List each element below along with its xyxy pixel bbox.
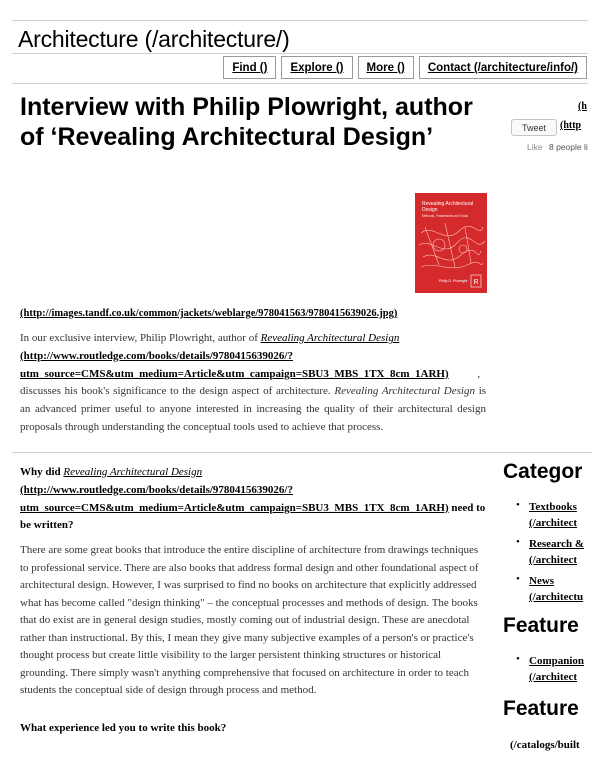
featured-item-companion[interactable] bbox=[515, 653, 584, 685]
categories-list bbox=[515, 499, 584, 610]
article-title: Interview with Philip Plowright, author of ‘Revealing Architectural Design’ bbox=[20, 93, 473, 151]
share-url-link[interactable]: (http bbox=[560, 120, 582, 131]
site-title[interactable]: Architecture (/architecture/) bbox=[18, 26, 290, 52]
intro-mid: discusses his book's significance to the design aspect of architecture. bbox=[20, 385, 331, 398]
book-cover-image[interactable] bbox=[415, 193, 487, 293]
category-label[interactable]: • Textbooks bbox=[529, 501, 577, 513]
q1-book-title-link[interactable]: Revealing Architectural Design bbox=[63, 466, 203, 478]
category-item-news[interactable] bbox=[515, 573, 584, 605]
main-nav bbox=[223, 56, 587, 79]
header-rule bbox=[12, 53, 588, 54]
like-count: 8 people li bbox=[549, 142, 588, 152]
nav-explore-button[interactable]: Explore () bbox=[281, 56, 352, 79]
category-item-textbooks[interactable] bbox=[515, 499, 584, 531]
featured-heading-2: Feature bbox=[503, 697, 579, 720]
q1-prefix: Why did bbox=[20, 466, 61, 478]
q1-url-link-1[interactable]: (http://www.routledge.com/books/details/9780415639026/? bbox=[20, 483, 293, 496]
q1-suffix: need to be written? bbox=[20, 501, 486, 532]
image-link[interactable]: (http://images.tandf.co.uk/common/jackets/weblarge/978041563/9780415639026.jpg) bbox=[20, 308, 398, 319]
like-button[interactable]: Like bbox=[527, 142, 543, 152]
book-url-link-2[interactable]: utm_source=CMS&utm_medium=Article&utm_campaign=SBU3_MBS_1TX_8cm_1ARH) bbox=[20, 367, 449, 380]
featured-label[interactable]: • Companion bbox=[529, 655, 585, 667]
intro-paragraph bbox=[20, 330, 486, 437]
book-url-link-1[interactable]: (http://www.routledge.com/books/details/9780415639026/? bbox=[20, 349, 293, 362]
nav-contact-button[interactable]: Contact (/architecture/info/) bbox=[419, 56, 587, 79]
nav-more-button[interactable]: More () bbox=[358, 56, 414, 79]
book-title-link[interactable]: Revealing Architectural Design bbox=[260, 332, 400, 344]
question-1 bbox=[20, 464, 490, 535]
intro-book-title: Revealing Architectural Design bbox=[334, 385, 475, 398]
cover-author: Philip D. Plowright bbox=[439, 279, 468, 283]
top-rule bbox=[12, 20, 588, 21]
cover-title: Revealing Architectural Design bbox=[422, 201, 474, 213]
category-url[interactable]: (/architectu bbox=[529, 591, 584, 603]
catalog-link[interactable]: (/catalogs/built bbox=[510, 739, 580, 751]
share-link[interactable]: (h bbox=[578, 101, 587, 112]
featured-heading-1: Feature bbox=[503, 614, 579, 637]
publisher-mark: R bbox=[473, 279, 479, 286]
q1-url-link-2[interactable]: utm_source=CMS&utm_medium=Article&utm_campaign=SBU3_MBS_1TX_8cm_1ARH) bbox=[20, 501, 449, 514]
answer-1: There are some great books that introduce the entire discipline of architecture from drawings techniques to professional service. There are also books that address formal design and other foundational aspect of architectural design. However, I was surprised to find no books on architecture that explicitly addressed what has become called "design thinking" – the conceptual processes and methods of design. The books that do exist are in general design studies, mostly coming out of industrial design. These are anecdotal rather than instructional. By this, I mean they give many subjective examples of a person's or practice's thought process but create little visibility to the larger persistent thinking structures or historical grounding. There simply wasn't anything comprehensive that focused on architecture in order to teach students the conceptual side of design through process and method. bbox=[20, 544, 479, 696]
category-url[interactable]: (/architect bbox=[529, 554, 578, 566]
categories-heading: Categor bbox=[503, 460, 583, 483]
tweet-button[interactable]: Tweet bbox=[511, 119, 557, 136]
nav-find-button[interactable]: Find () bbox=[223, 56, 276, 79]
featured-url[interactable]: (/architect bbox=[529, 671, 578, 683]
cover-subtitle: Methods, Frameworks and Tools bbox=[422, 214, 469, 218]
question-2: What experience led you to write this book? bbox=[20, 722, 227, 734]
category-item-research[interactable] bbox=[515, 536, 584, 568]
section-rule bbox=[12, 452, 592, 453]
intro-prefix: In our exclusive interview, Philip Plowright, author of bbox=[20, 332, 258, 344]
intro-comma: , bbox=[477, 367, 481, 380]
intro-suffix: is an advanced primer useful to anyone interested in increasing the quality of their architectural design proposals through understanding the conceptual tools used to achieve that process. bbox=[20, 385, 487, 433]
category-label[interactable]: • News bbox=[529, 575, 555, 587]
nav-rule bbox=[12, 83, 588, 84]
category-url[interactable]: (/architect bbox=[529, 517, 578, 529]
category-label[interactable]: • Research & bbox=[529, 538, 585, 550]
featured-list-1 bbox=[515, 653, 584, 690]
